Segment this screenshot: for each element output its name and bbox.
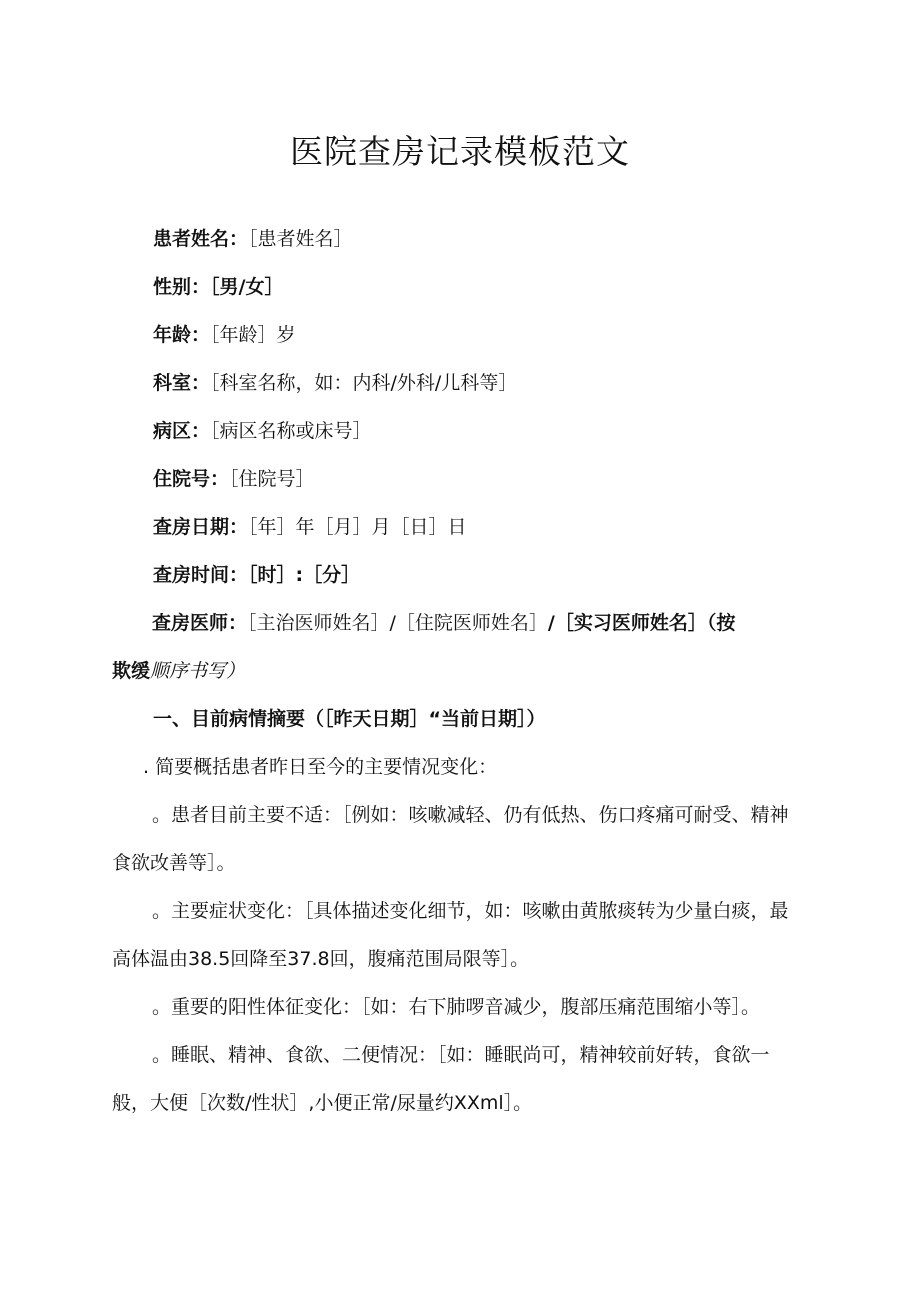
field-round-date [153, 515, 467, 539]
field-value: ［年龄］岁 [210, 324, 296, 346]
field-patient-name [153, 227, 353, 251]
section-item-3 [112, 983, 807, 1031]
field-gender [153, 275, 283, 299]
field-label: 查房医师： [152, 612, 248, 634]
field-value: ［年］年［月］月［日］日 [248, 516, 467, 538]
doctors-line2-italic: 顺序书写） [150, 660, 246, 682]
item-text: 。患者目前主要不适：［例如：咳嗽减轻、仍有低热、伤口疼痛可耐受、精神食欲改善等］。 [112, 804, 789, 874]
field-label: 病区： [153, 420, 211, 442]
field-value: ［病区名称或床号］ [210, 420, 372, 442]
field-label: 查房日期： [153, 516, 249, 538]
item-text: 。睡眠、精神、食欲、二便情况：［如：睡眠尚可，精神较前好转，食欲一般，大便［次数/性状］,小便正常/尿量约XXml］。 [112, 1044, 770, 1114]
field-label: 性别： [153, 276, 211, 298]
field-value: ［患者姓名］ [248, 228, 353, 250]
field-label: 患者姓名： [153, 228, 249, 250]
doctors-line2-bold: 欺缓 [112, 660, 151, 682]
section-heading: 一、目前病情摘要（［昨天日期］“当前日期］） [153, 708, 546, 730]
field-label: 年龄： [153, 324, 211, 346]
field-admission-no [153, 467, 315, 491]
field-label: 住院号： [153, 468, 230, 490]
section-intro: . 简要概括患者昨日至今的主要情况变化： [143, 756, 498, 778]
field-value: ［男/女］ [210, 276, 284, 298]
field-doctors [112, 599, 807, 695]
field-value: ［住院号］ [229, 468, 315, 490]
field-department [153, 371, 517, 395]
field-value: ［时］:［分］ [248, 564, 361, 586]
page-title: 医院查房记录模板范文 [290, 132, 630, 171]
field-label: 科室： [153, 372, 211, 394]
field-ward [153, 419, 372, 443]
section-item-4 [112, 1031, 807, 1127]
item-text: 。重要的阳性体征变化：［如：右下肺啰音减少，腹部压痛范围缩小等］。 [152, 996, 761, 1018]
field-label: 查房时间： [153, 564, 249, 586]
item-text: 。主要症状变化：［具体描述变化细节，如：咳嗽由黄脓痰转为少量白痰，最高体温由38.5回降至37.8回，腹痛范围局限等］。 [112, 900, 789, 970]
field-age [153, 323, 296, 347]
field-value: ［科室名称，如：内科/外科/儿科等］ [210, 372, 518, 394]
section-item-2 [112, 887, 807, 983]
doctors-value-1: ［主治医师姓名］/［住院医师姓名］ [247, 612, 548, 634]
field-round-time [153, 563, 360, 587]
section-item-1 [112, 791, 807, 887]
doctors-value-2: /［实习医师姓名］（按 [547, 612, 736, 634]
